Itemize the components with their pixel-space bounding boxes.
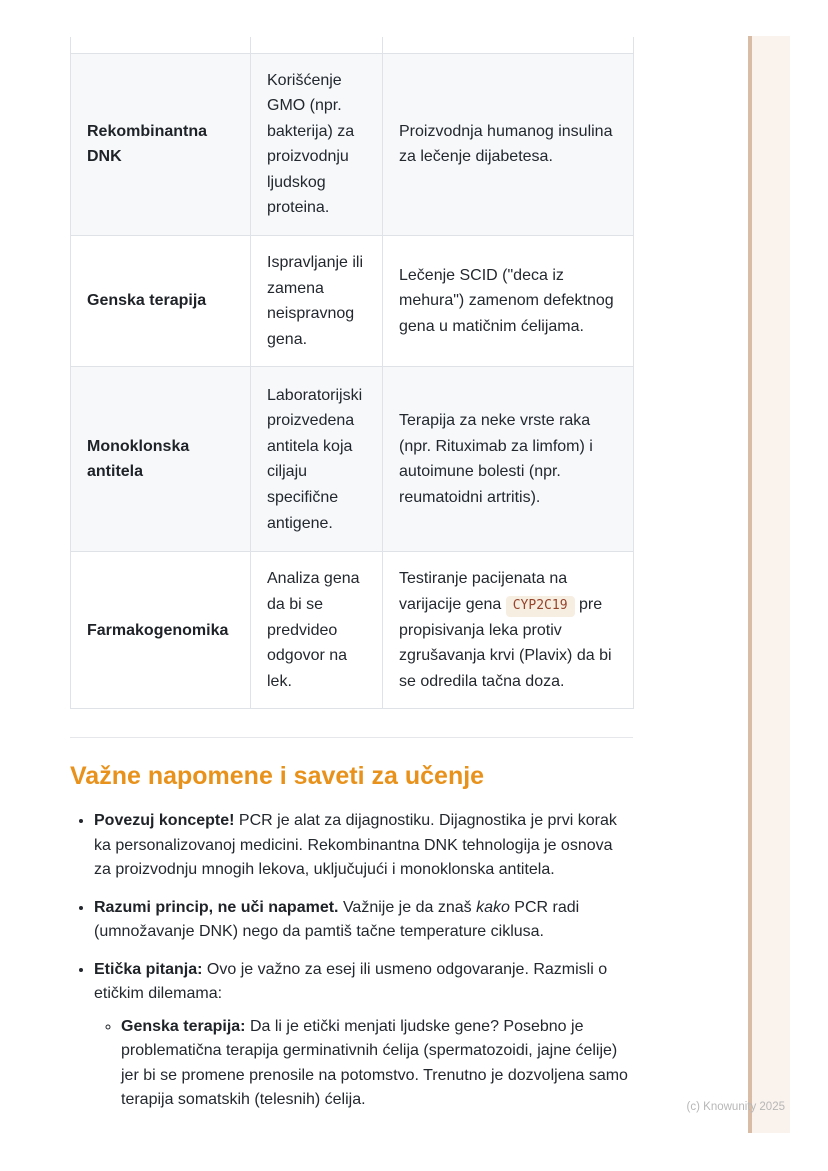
gene-code-badge: CYP2C19 — [506, 596, 575, 617]
list-item-connect-concepts — [94, 809, 633, 882]
example-text-before: Testiranje pacijenata na varijacije gena — [399, 570, 568, 614]
section-heading: Važne napomene i saveti za učenje — [70, 762, 485, 791]
table-row — [71, 53, 634, 236]
copyright-notice: (c) Knowunity 2025 — [686, 1101, 785, 1113]
section-divider — [70, 737, 633, 738]
example-cell: Terapija za neke vrste raka (npr. Rituximab za limfom) i autoimune bolesti (npr. reumatoidni artritis). — [383, 367, 634, 552]
empty-cell — [383, 37, 634, 53]
list-item-lead: Povezuj koncepte! — [94, 812, 235, 830]
description-cell: Korišćenje GMO (npr. bakterija) za proizvodnju ljudskog proteina. — [251, 53, 383, 236]
list-item-italic-word: kako — [476, 898, 510, 916]
list-item-text: PCR je alat za dijagnostiku. Dijagnostika je prvi korak ka personalizovanoj medicini. Rekombinantna DNK tehnologija je osnova za proizvodnju mnogih lekova, uključujući i monoklonska antitela. — [94, 812, 617, 879]
list-item-lead: Etička pitanja: — [94, 960, 203, 978]
table-row-cutoff — [71, 37, 634, 53]
table-row — [71, 552, 634, 709]
sub-list-item-gene-therapy — [121, 1015, 633, 1113]
table-row — [71, 236, 634, 367]
example-cell — [383, 552, 634, 709]
list-item-lead: Razumi princip, ne uči napamet. — [94, 898, 339, 916]
list-item-text: Da li je etički menjati ljudske gene? Posebno je problematična terapija germinativnih ćelija (spermatozoidi, jajne ćelije) jer bi se promene prenosile na potomstvo. Trenutno je dozvoljena samo terapija somatskih (telesnih) ćelija. — [121, 1017, 628, 1109]
document-page — [70, 0, 633, 1126]
page-edge-stripe — [748, 36, 790, 1133]
example-cell: Lečenje SCID ("deca iz mehura") zamenom defektnog gena u matičnim ćelijama. — [383, 236, 634, 367]
example-cell: Proizvodnja humanog insulina za lečenje dijabetesa. — [383, 53, 634, 236]
term-cell: Genska terapija — [71, 236, 251, 367]
biotech-applications-table — [70, 37, 634, 709]
list-item-text: Važnije je da znaš — [338, 898, 477, 916]
list-item-text: PCR radi (umnožavanje DNK) nego da pamtiš tačne temperature ciklusa. — [94, 898, 580, 941]
list-item-lead: Genska terapija: — [121, 1017, 246, 1035]
empty-cell — [251, 37, 383, 53]
study-tips-list — [70, 809, 633, 1112]
table-row — [71, 367, 634, 552]
list-item-understand-principle — [94, 896, 633, 945]
list-item-ethical-questions — [94, 958, 633, 1113]
description-cell: Ispravljanje ili zamena neispravnog gena. — [251, 236, 383, 367]
description-cell: Laboratorijski proizvedena antitela koja ciljaju specifične antigene. — [251, 367, 383, 552]
term-cell: Farmakogenomika — [71, 552, 251, 709]
term-cell: Rekombinantna DNK — [71, 53, 251, 236]
ethics-sub-list — [94, 1015, 633, 1113]
empty-cell — [71, 37, 251, 53]
list-item-text: Ovo je važno za esej ili usmeno odgovaranje. Razmisli o etičkim dilemama: — [94, 960, 608, 1003]
term-cell: Monoklonska antitela — [71, 367, 251, 552]
example-text-after: pre propisivanja leka protiv zgrušavanja krvi (Plavix) da bi se odredila tačna doza. — [399, 596, 612, 690]
description-cell: Analiza gena da bi se predvideo odgovor na lek. — [251, 552, 383, 709]
